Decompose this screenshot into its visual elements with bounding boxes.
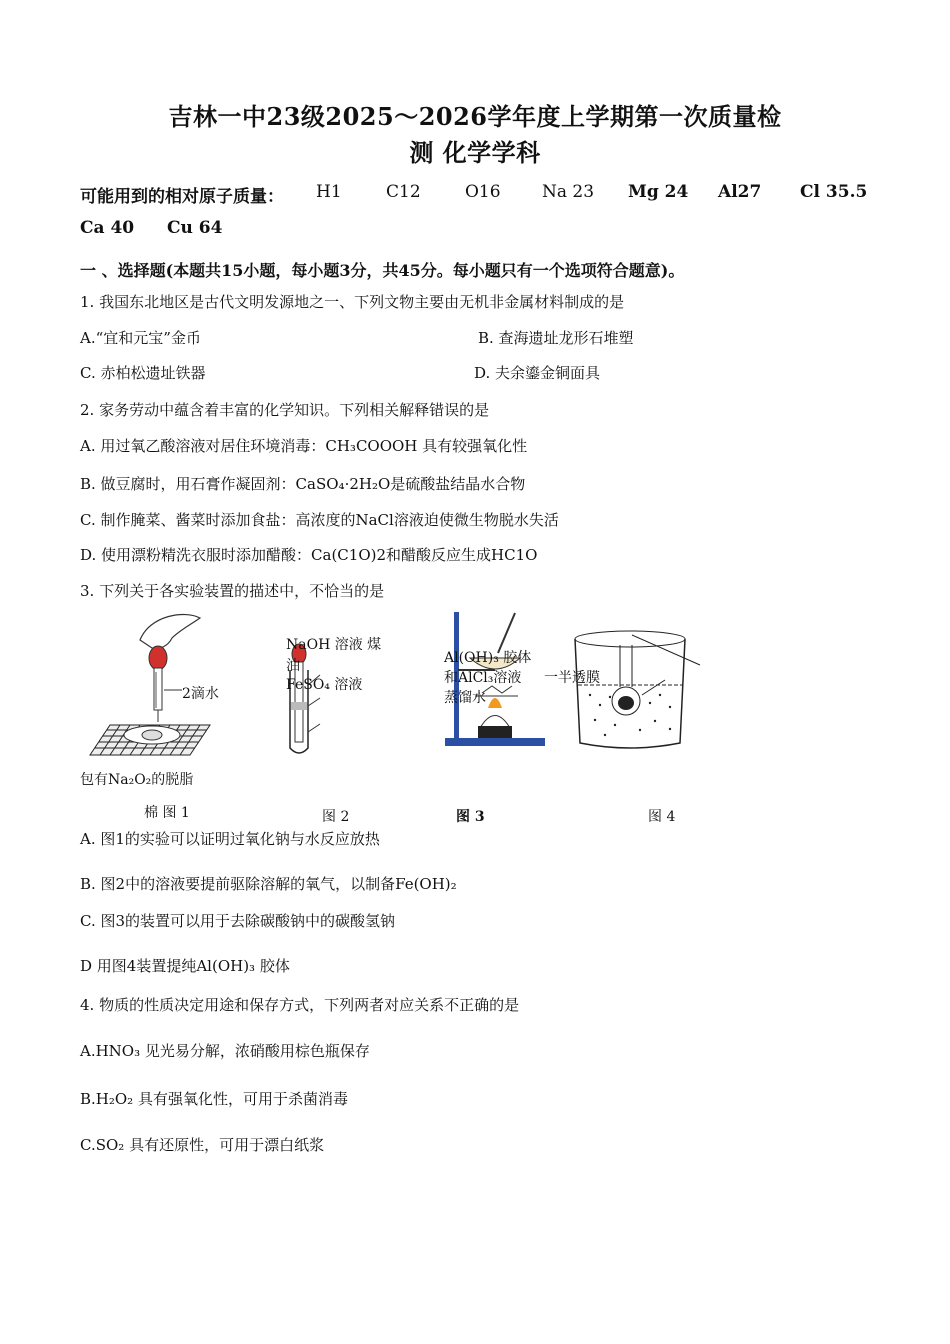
- figure-2-label-oil: 油: [286, 658, 300, 674]
- figure-3-label-alcl3: 和AlCl₃溶液: [444, 670, 522, 686]
- question-4-option-b: B.H₂O₂ 具有强氧化性，可用于杀菌消毒: [80, 1090, 348, 1108]
- question-4-option-c: C.SO₂ 具有还原性，可用于漂白纸浆: [80, 1136, 325, 1154]
- question-2-option-b: B. 做豆腐时，用石膏作凝固剂：CaSO₄·2H₂O是硫酸盐结晶水合物: [80, 475, 526, 493]
- question-1-stem: 1. 我国东北地区是古代文明发源地之一、下列文物主要由无机非金属材料制成的是: [80, 293, 625, 311]
- mass-item: O16: [465, 182, 501, 202]
- question-2-option-d: D. 使用漂粉精洗衣服时添加醋酸：Ca(C1O)2和醋酸反应生成HC1O: [80, 546, 538, 564]
- figure-4-membrane-label: 一半透膜: [544, 670, 600, 686]
- question-1-option-c: C. 赤柏松遗址铁器: [80, 364, 206, 382]
- mass-item: Al27: [718, 182, 762, 202]
- question-3-option-c: C. 图3的装置可以用于去除碳酸钠中的碳酸氢钠: [80, 912, 396, 930]
- question-3-option-d: D 用图4装置提纯Al(OH)₃ 胶体: [80, 957, 290, 975]
- figure-1-caption: 棉 图 1: [144, 805, 190, 821]
- figure-1-drops-label: 2滴水: [182, 686, 219, 702]
- question-3-option-a: A. 图1的实验可以证明过氧化钠与水反应放热: [80, 830, 380, 848]
- question-1-option-a: A.“宜和元宝”金币: [80, 329, 201, 347]
- section-heading: 一 、选择题(本题共15小题，每小题3分，共45分。每小题只有一个选项符合题意)。: [80, 261, 685, 280]
- figure-4-caption: 图 4: [648, 809, 676, 825]
- mass-item: Na 23: [542, 182, 595, 202]
- question-1-option-d: D. 夫余鎏金铜面具: [474, 364, 601, 382]
- question-2-option-a: A. 用过氧乙酸溶液对居住环境消毒：CH₃COOOH 具有较强氧化性: [80, 437, 528, 455]
- figure-2-caption: 图 2: [322, 809, 350, 825]
- page-title: 吉林一中23级2025～2026学年度上学期第一次质量检: [168, 102, 782, 131]
- figure-3-caption: 图 3: [456, 809, 485, 825]
- question-2-option-c: C. 制作腌菜、酱菜时添加食盐：高浓度的NaCl溶液迫使微生物脱水失活: [80, 511, 559, 529]
- figure-1-cotton-label: 包有Na₂O₂的脱脂: [80, 772, 194, 788]
- mass-item: H1: [316, 182, 342, 202]
- question-1-option-b: B. 查海遗址龙形石堆塑: [478, 329, 634, 347]
- mass-item: C12: [386, 182, 421, 202]
- figure-3-label-colloid: Al(OH)₃ 胶体: [444, 650, 532, 666]
- mass-item: Cl 35.5: [800, 182, 868, 202]
- masses-label: 可能用到的相对原子质量：: [80, 187, 284, 207]
- figure-2-label-naoh: NaOH 溶液 煤: [286, 637, 382, 653]
- question-3-option-b: B. 图2中的溶液要提前驱除溶解的氧气，以制备Fe(OH)₂: [80, 875, 457, 893]
- question-2-stem: 2. 家务劳动中蕴含着丰富的化学知识。下列相关解释错误的是: [80, 401, 490, 419]
- page-title-line2: 测 化学学科: [409, 138, 541, 167]
- mass-item: Cu 64: [167, 218, 223, 238]
- figure-4-diagram: [570, 625, 730, 755]
- mass-item: Mg 24: [628, 182, 689, 202]
- question-4-option-a: A.HNO₃ 见光易分解，浓硝酸用棕色瓶保存: [80, 1042, 370, 1060]
- mass-item: Ca 40: [80, 218, 135, 238]
- question-3-stem: 3. 下列关于各实验装置的描述中，不恰当的是: [80, 582, 385, 600]
- figure-3-label-water: 蒸馏水: [444, 690, 486, 706]
- question-4-stem: 4. 物质的性质决定用途和保存方式，下列两者对应关系不正确的是: [80, 996, 520, 1014]
- figure-2-label-feso4: FeSO₄ 溶液: [286, 677, 363, 693]
